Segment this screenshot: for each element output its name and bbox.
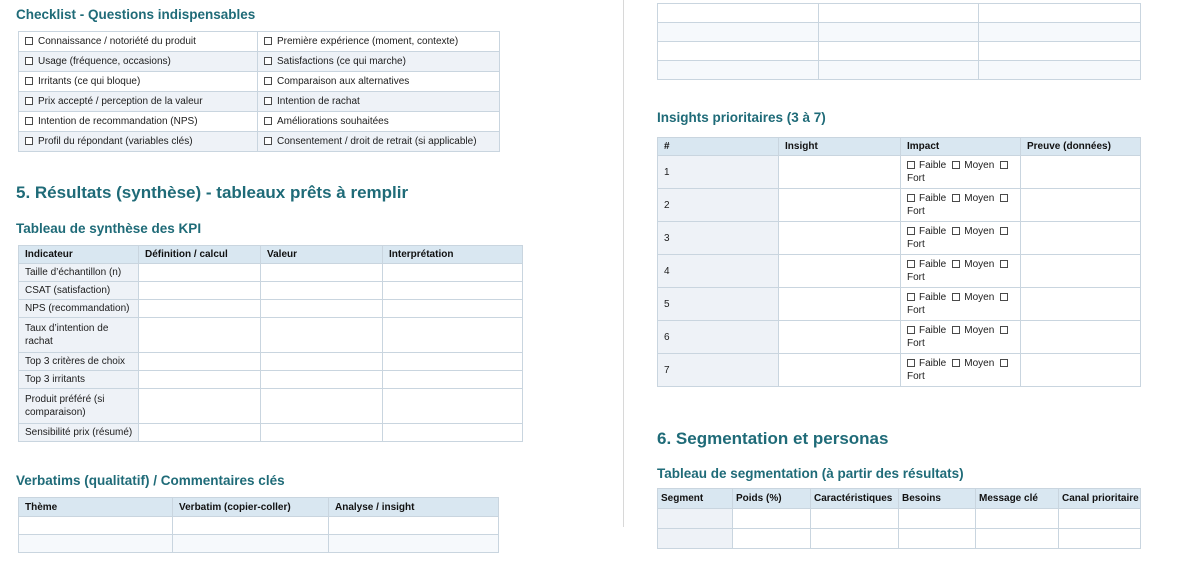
checkbox-icon[interactable]: [264, 117, 272, 125]
fill-in-cell[interactable]: [658, 529, 733, 549]
checkbox-icon[interactable]: [907, 293, 915, 301]
fill-in-cell[interactable]: [261, 389, 383, 424]
verbatims-title: Verbatims (qualitatif) / Commentaires clés: [16, 473, 285, 488]
insight-number: 1: [658, 156, 779, 189]
kpi-row-label: CSAT (satisfaction): [19, 282, 139, 300]
column-header: Canal prioritaire: [1059, 489, 1141, 509]
column-header: Interprétation: [383, 246, 523, 264]
table-row: [19, 517, 499, 535]
column-header: Segment: [658, 489, 733, 509]
fill-in-cell[interactable]: [139, 282, 261, 300]
impact-option-label: Moyen: [964, 160, 995, 171]
table-row: [658, 321, 1141, 354]
impact-option-label: Moyen: [964, 292, 995, 303]
fill-in-cell[interactable]: [139, 389, 261, 424]
checklist-item-label: Satisfactions (ce qui marche): [277, 56, 406, 67]
checkbox-icon[interactable]: [1000, 260, 1008, 268]
column-divider: [623, 0, 624, 527]
checklist-item-label: Intention de recommandation (NPS): [38, 116, 198, 127]
insight-number: 2: [658, 189, 779, 222]
verbatims-table: [18, 497, 499, 553]
impact-option-label: Fort: [907, 371, 925, 382]
fill-in-cell[interactable]: [811, 529, 899, 549]
fill-in-cell[interactable]: [819, 61, 979, 80]
fill-in-cell[interactable]: [899, 509, 976, 529]
table-row: [658, 23, 1141, 42]
kpi-table-title: Tableau de synthèse des KPI: [16, 221, 202, 236]
table-row: [19, 535, 499, 553]
checklist-item-label: Usage (fréquence, occasions): [38, 56, 171, 67]
kpi-row-label: Produit préféré (si comparaison): [19, 389, 139, 424]
table-header-row: [658, 489, 1141, 509]
fill-in-cell[interactable]: [1021, 288, 1141, 321]
column-header: Valeur: [261, 246, 383, 264]
impact-option-label: Moyen: [964, 358, 995, 369]
checkbox-icon[interactable]: [25, 57, 33, 65]
checklist-item-label: Améliorations souhaitées: [277, 116, 389, 127]
fill-in-cell[interactable]: [976, 509, 1059, 529]
checklist-table: [18, 31, 500, 152]
column-header: Caractéristiques: [811, 489, 899, 509]
impact-option-label: Faible: [919, 325, 947, 336]
impact-option-label: Fort: [907, 305, 925, 316]
checkbox-icon[interactable]: [264, 37, 272, 45]
table-row: [19, 264, 523, 282]
kpi-row-label: Sensibilité prix (résumé): [19, 424, 139, 442]
checkbox-icon[interactable]: [952, 293, 960, 301]
impact-option-label: Fort: [907, 272, 925, 283]
checklist-item-label: Comparaison aux alternatives: [277, 76, 410, 87]
segmentation-section-title: 6. Segmentation et personas: [657, 429, 889, 448]
table-row: [658, 42, 1141, 61]
checkbox-icon[interactable]: [1000, 161, 1008, 169]
impact-cell: [901, 255, 1021, 288]
checklist-title: Checklist - Questions indispensables: [16, 7, 256, 22]
column-header: Preuve (données): [1021, 138, 1141, 156]
checkbox-icon[interactable]: [264, 137, 272, 145]
checkbox-icon[interactable]: [907, 194, 915, 202]
checkbox-icon[interactable]: [1000, 227, 1008, 235]
fill-in-cell[interactable]: [779, 255, 901, 288]
column-header: Besoins: [899, 489, 976, 509]
fill-in-cell[interactable]: [383, 282, 523, 300]
kpi-row-label: Top 3 critères de choix: [19, 353, 139, 371]
table-row: [19, 371, 523, 389]
checkbox-icon[interactable]: [25, 77, 33, 85]
fill-in-cell[interactable]: [1021, 156, 1141, 189]
checklist-item-label: Consentement / droit de retrait (si applicable): [277, 136, 477, 147]
fill-in-cell[interactable]: [139, 353, 261, 371]
checklist-item-label: Première expérience (moment, contexte): [277, 36, 459, 47]
table-row: [19, 318, 523, 353]
table-row: [658, 189, 1141, 222]
fill-in-cell[interactable]: [1021, 321, 1141, 354]
fill-in-cell[interactable]: [819, 23, 979, 42]
kpi-row-label: Top 3 irritants: [19, 371, 139, 389]
insight-number: 6: [658, 321, 779, 354]
table-row: [658, 222, 1141, 255]
fill-in-cell[interactable]: [658, 23, 819, 42]
fill-in-cell[interactable]: [819, 4, 979, 23]
fill-in-cell[interactable]: [733, 509, 811, 529]
impact-option-label: Moyen: [964, 226, 995, 237]
checklist-item-label: Intention de rachat: [277, 96, 360, 107]
impact-cell: [901, 321, 1021, 354]
fill-in-cell[interactable]: [329, 517, 499, 535]
fill-in-cell[interactable]: [261, 371, 383, 389]
fill-in-cell[interactable]: [979, 4, 1141, 23]
impact-cell: [901, 189, 1021, 222]
column-header: Définition / calcul: [139, 246, 261, 264]
kpi-row-label: Taux d’intention de rachat: [19, 318, 139, 353]
checkbox-icon[interactable]: [952, 194, 960, 202]
fill-in-cell[interactable]: [779, 354, 901, 387]
impact-option-label: Faible: [919, 160, 947, 171]
column-header: Insight: [779, 138, 901, 156]
fill-in-cell[interactable]: [979, 61, 1141, 80]
fill-in-cell[interactable]: [1021, 189, 1141, 222]
checkbox-icon[interactable]: [25, 117, 33, 125]
fill-in-cell[interactable]: [383, 300, 523, 318]
fill-in-cell[interactable]: [329, 535, 499, 553]
table-header-row: [19, 246, 523, 264]
table-row: [19, 132, 500, 152]
checkbox-icon[interactable]: [1000, 326, 1008, 334]
insights-table: [657, 137, 1141, 387]
checkbox-icon[interactable]: [1000, 194, 1008, 202]
impact-option-label: Moyen: [964, 325, 995, 336]
table-row: [19, 52, 500, 72]
fill-in-cell[interactable]: [139, 424, 261, 442]
column-header: Impact: [901, 138, 1021, 156]
checkbox-icon[interactable]: [1000, 359, 1008, 367]
insight-number: 7: [658, 354, 779, 387]
fill-in-cell[interactable]: [383, 424, 523, 442]
checkbox-icon[interactable]: [907, 260, 915, 268]
fill-in-cell[interactable]: [383, 353, 523, 371]
impact-option-label: Faible: [919, 193, 947, 204]
checkbox-icon[interactable]: [952, 260, 960, 268]
table-row: [19, 300, 523, 318]
insights-title: Insights prioritaires (3 à 7): [657, 110, 826, 125]
checkbox-icon[interactable]: [25, 137, 33, 145]
table-header-row: [19, 498, 499, 517]
kpi-row-label: NPS (recommandation): [19, 300, 139, 318]
fill-in-cell[interactable]: [1059, 529, 1141, 549]
fill-in-cell[interactable]: [139, 318, 261, 353]
table-row: [658, 4, 1141, 23]
impact-option-label: Moyen: [964, 193, 995, 204]
kpi-table: [18, 245, 523, 442]
impact-cell: [901, 288, 1021, 321]
fill-in-cell[interactable]: [1021, 354, 1141, 387]
table-row: [19, 72, 500, 92]
fill-in-cell[interactable]: [261, 264, 383, 282]
fill-in-cell[interactable]: [173, 535, 329, 553]
impact-option-label: Faible: [919, 358, 947, 369]
impact-cell: [901, 222, 1021, 255]
fill-in-cell[interactable]: [979, 42, 1141, 61]
impact-cell: [901, 354, 1021, 387]
checkbox-icon[interactable]: [907, 161, 915, 169]
fill-in-cell[interactable]: [819, 42, 979, 61]
checkbox-icon[interactable]: [952, 359, 960, 367]
results-section-title: 5. Résultats (synthèse) - tableaux prêts à remplir: [16, 183, 409, 202]
insight-number: 3: [658, 222, 779, 255]
checkbox-icon[interactable]: [907, 227, 915, 235]
insight-number: 4: [658, 255, 779, 288]
column-header: Poids (%): [733, 489, 811, 509]
fill-in-cell[interactable]: [976, 529, 1059, 549]
fill-in-cell[interactable]: [658, 42, 819, 61]
table-row: [19, 112, 500, 132]
impact-option-label: Fort: [907, 173, 925, 184]
impact-option-label: Fort: [907, 338, 925, 349]
fill-in-cell[interactable]: [261, 300, 383, 318]
fill-in-cell[interactable]: [779, 288, 901, 321]
segmentation-table-title: Tableau de segmentation (à partir des résultats): [657, 466, 964, 481]
table-row: [19, 389, 523, 424]
table-row: [658, 156, 1141, 189]
table-header-row: [658, 138, 1141, 156]
checklist-item-label: Prix accepté / perception de la valeur: [38, 96, 203, 107]
insight-number: 5: [658, 288, 779, 321]
fill-in-cell[interactable]: [19, 517, 173, 535]
kpi-row-label: Taille d’échantillon (n): [19, 264, 139, 282]
checkbox-icon[interactable]: [952, 161, 960, 169]
impact-option-label: Faible: [919, 292, 947, 303]
checkbox-icon[interactable]: [952, 227, 960, 235]
fill-in-cell[interactable]: [658, 61, 819, 80]
fill-in-cell[interactable]: [383, 371, 523, 389]
checkbox-icon[interactable]: [1000, 293, 1008, 301]
table-row: [19, 92, 500, 112]
impact-option-label: Moyen: [964, 259, 995, 270]
fill-in-cell[interactable]: [383, 318, 523, 353]
column-header: Indicateur: [19, 246, 139, 264]
column-header: #: [658, 138, 779, 156]
table-row: [19, 353, 523, 371]
fill-in-cell[interactable]: [779, 222, 901, 255]
fill-in-cell[interactable]: [1059, 509, 1141, 529]
column-header: Verbatim (copier-coller): [173, 498, 329, 517]
fill-in-cell[interactable]: [173, 517, 329, 535]
table-row: [658, 288, 1141, 321]
impact-option-label: Fort: [907, 239, 925, 250]
fill-in-cell[interactable]: [261, 353, 383, 371]
segmentation-table: [657, 488, 1141, 549]
impact-option-label: Faible: [919, 226, 947, 237]
column-header: Analyse / insight: [329, 498, 499, 517]
fill-in-cell[interactable]: [1021, 222, 1141, 255]
table-row: [658, 509, 1141, 529]
fill-in-cell[interactable]: [811, 509, 899, 529]
checkbox-icon[interactable]: [264, 77, 272, 85]
fill-in-cell[interactable]: [658, 4, 819, 23]
fill-in-cell[interactable]: [19, 535, 173, 553]
table-row: [658, 61, 1141, 80]
fill-in-cell[interactable]: [139, 264, 261, 282]
impact-option-label: Faible: [919, 259, 947, 270]
table-row: [19, 282, 523, 300]
fill-in-cell[interactable]: [383, 389, 523, 424]
column-header: Thème: [19, 498, 173, 517]
fill-in-cell[interactable]: [1021, 255, 1141, 288]
fill-in-cell[interactable]: [779, 156, 901, 189]
fill-in-cell[interactable]: [899, 529, 976, 549]
fill-in-cell[interactable]: [139, 371, 261, 389]
table-row: [658, 255, 1141, 288]
fill-in-cell[interactable]: [779, 189, 901, 222]
continued-table: [657, 3, 1141, 80]
fill-in-cell[interactable]: [779, 321, 901, 354]
checklist-item-label: Connaissance / notoriété du produit: [38, 36, 196, 47]
checklist-item-label: Irritants (ce qui bloque): [38, 76, 141, 87]
checkbox-icon[interactable]: [264, 57, 272, 65]
checkbox-icon[interactable]: [952, 326, 960, 334]
table-row: [658, 354, 1141, 387]
fill-in-cell[interactable]: [979, 23, 1141, 42]
checklist-item-label: Profil du répondant (variables clés): [38, 136, 193, 147]
checkbox-icon[interactable]: [264, 97, 272, 105]
column-header: Message clé: [976, 489, 1059, 509]
checkbox-icon[interactable]: [25, 37, 33, 45]
fill-in-cell[interactable]: [261, 282, 383, 300]
fill-in-cell[interactable]: [261, 424, 383, 442]
impact-option-label: Fort: [907, 206, 925, 217]
fill-in-cell[interactable]: [383, 264, 523, 282]
table-row: [658, 529, 1141, 549]
impact-cell: [901, 156, 1021, 189]
fill-in-cell[interactable]: [658, 509, 733, 529]
checkbox-icon[interactable]: [907, 326, 915, 334]
checkbox-icon[interactable]: [907, 359, 915, 367]
table-row: [19, 32, 500, 52]
fill-in-cell[interactable]: [139, 300, 261, 318]
checkbox-icon[interactable]: [25, 97, 33, 105]
fill-in-cell[interactable]: [733, 529, 811, 549]
table-row: [19, 424, 523, 442]
fill-in-cell[interactable]: [261, 318, 383, 353]
